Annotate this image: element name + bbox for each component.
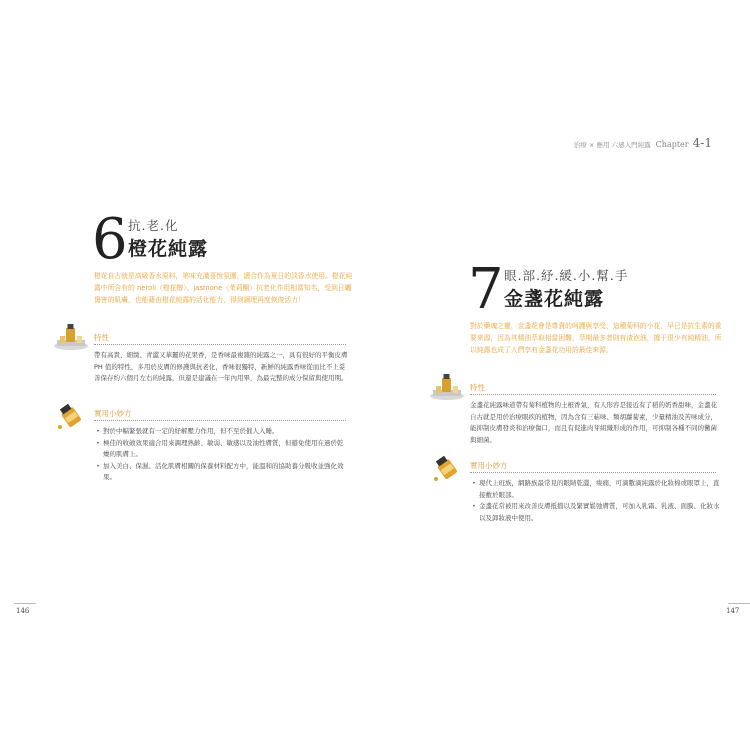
bottle-tray-icon — [52, 324, 90, 356]
list-item: • 加入美白、保濕、活化肌膚相關的保養材料配方中，能溫和的協助養分吸收並強化效果。 — [96, 461, 346, 484]
section-body-properties: 金盞花純露味道帶有菊科植物的土根香氣，有人形容是接近有了稻的奶香甜味，金盞花自古就是用於治療眼疾的植物，因為含有三萜味、類胡蘿蔔素，少量精油及苦味成分，能抑制皮膚發炎和治療傷口，而且有促進肉芽組織形成的作用，可抑制各種不同的黴菌與細菌。 — [470, 401, 717, 444]
section-heading-properties: 特性 — [94, 333, 109, 342]
section-heading-tips: 實用小妙方 — [470, 461, 508, 470]
section-divider — [94, 344, 346, 345]
dropper-bottle-icon — [54, 402, 86, 436]
page-number-rule — [14, 603, 36, 604]
running-header — [574, 136, 712, 150]
entry-title: 金盞花純露 — [504, 288, 605, 310]
section-body-properties: 帶有高貴、細緻、青澀又華麗的花果香，是香味最複雜的純露之一，具有很好的平衡皮膚 PH 值的特性，多用於皮膚的修護與抗老化，香味很獨特，新鮮的純露香味從而比不上妥善保存約六個月左右的純露，但還是建議在一年內用畢，為最完整的成分保留與使用期。 — [94, 351, 348, 383]
chapter-label: Chapter — [655, 140, 689, 149]
left-page — [16, 128, 382, 620]
entry-subtitle: 眼.部.紓.緩.小.幫.手 — [504, 268, 629, 283]
section-divider — [470, 394, 716, 395]
dropper-bottle-icon — [430, 454, 462, 488]
book-spread — [16, 128, 740, 620]
intro-paragraph: 橙花自古就是高級香水原料，第味充滿喜悅氛圍，適合作為夏日的淡香水使用。橙花純露中所含有的 neroli（橙花醇）、jasmone（茉莉酮）抗老化作用相當知名，受到日曬傷害的肌膚，也能藉由橙花純露的活化能力，得到調理再度恢復活力！ — [94, 272, 353, 304]
entry-subtitle: 抗.老.化 — [128, 218, 179, 233]
list-item: • 金盞花常被用來改善皮膚抵擋以及緊實鬆弛膚質，可加入乳霜、乳液、面膜、化妝水以及卸妝液中使用。 — [472, 501, 720, 524]
page-number: 146 — [16, 607, 30, 615]
entry-number: 6 — [92, 207, 128, 272]
tips-list — [472, 478, 720, 524]
section-heading-properties: 特性 — [470, 383, 485, 392]
entry-title: 橙花純露 — [128, 238, 209, 260]
list-item: • 極佳的收斂效果適合用來調理熟齡、敏弱、敏感以及油性膚質，但避免使用在過於乾燥的肌膚上。 — [96, 438, 346, 461]
page-number: 147 — [726, 607, 740, 615]
list-item: • 對於中幅緊張就有一定的紓解壓力作用，但不至於催人入睡。 — [96, 426, 346, 438]
breadcrumb: 治療 × 應用 六感入門純露 — [573, 141, 651, 149]
entry-number: 7 — [468, 257, 504, 322]
right-page — [382, 128, 740, 620]
section-divider — [94, 420, 346, 421]
bottle-tray-icon — [428, 374, 466, 406]
page-number-rule — [728, 603, 750, 604]
list-item: • 現代上班族，網路族最常見的眼睛乾澀，痠痛，可滴數滴純露於化妝棉或眼罩上，直接敷於眼部。 — [472, 478, 720, 501]
section-heading-tips: 實用小妙方 — [94, 409, 132, 418]
section-divider — [470, 472, 716, 473]
chapter-number: 4-1 — [692, 136, 712, 150]
intro-paragraph: 對於藥魂之靈，金盞花會是尊貴的呵護與享受，這種菊科的小花，早已是抗生素的重要來源，因為其精油萃取相當困難，萃期最多者則有渣泡油，據于很少有純精油，所以純露也成了人們享有金盞花功用的最佳來源。 — [470, 322, 722, 354]
tips-list — [96, 426, 346, 484]
